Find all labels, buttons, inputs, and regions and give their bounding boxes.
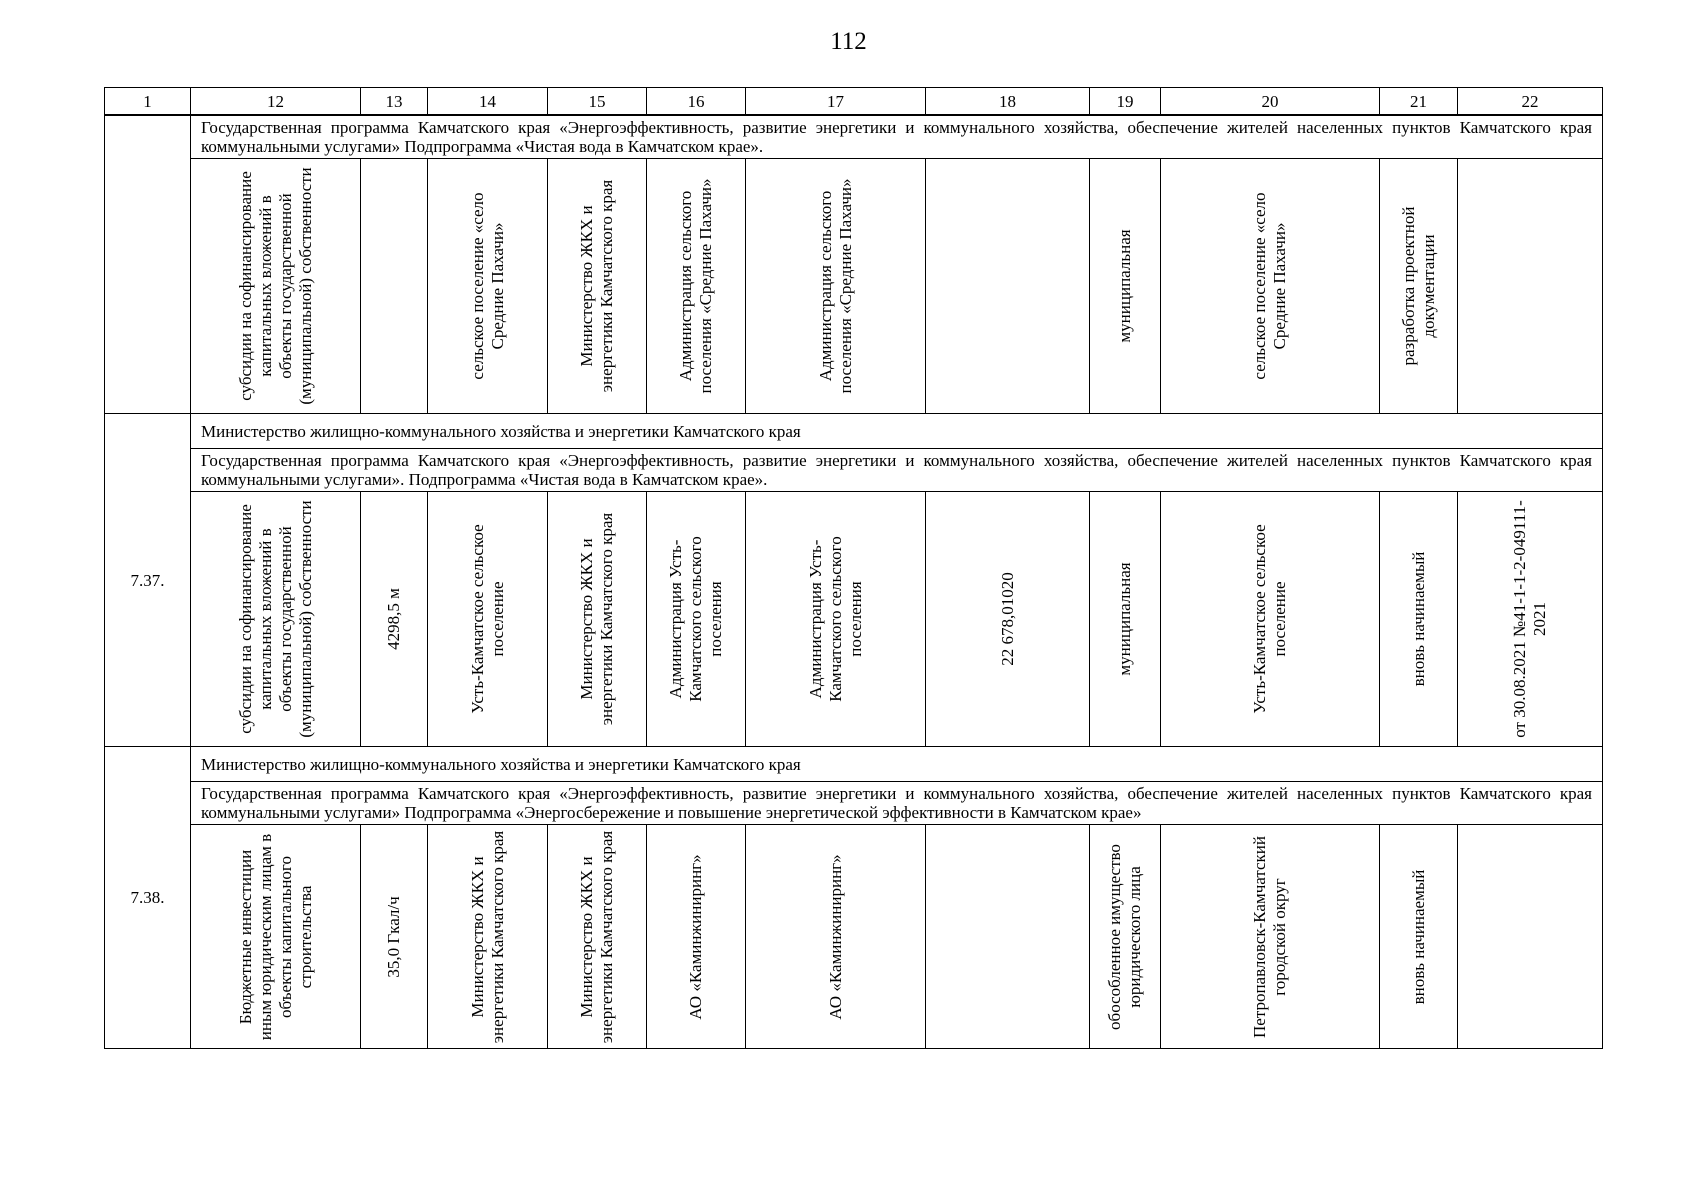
cell-col15: Министерство ЖКХ и энергетики Камчатского края (548, 159, 647, 414)
column-number: 18 (926, 88, 1090, 116)
column-number: 1 (105, 88, 191, 116)
cell-col12: субсидии на софинансирование капитальных вложений в объекты государственной (муниципальной) собственности (191, 492, 361, 747)
table-row (105, 492, 1603, 747)
program-row (105, 449, 1603, 492)
column-number: 13 (361, 88, 428, 116)
program-text: Государственная программа Камчатского края «Энергоэффективность, развитие энергетики и коммунального хозяйства, обеспечение жителей населенных пунктов Камчатского края коммунальными услугами». Подпрограмма «Чистая вода в Камчатском крае». (191, 449, 1603, 492)
table-row (105, 159, 1603, 414)
cell-col21: вновь начинаемый (1380, 492, 1458, 747)
cell-col18: 22 678,01020 (926, 492, 1090, 747)
cell-col16: АО «Каминжиниринг» (647, 825, 746, 1049)
column-number: 20 (1161, 88, 1380, 116)
program-text: Государственная программа Камчатского края «Энергоэффективность, развитие энергетики и коммунального хозяйства, обеспечение жителей населенных пунктов Камчатского края коммунальными услугами» Подпрограмма «Энергосбережение и повышение энергетической эффективности в Камчатском крае» (191, 782, 1603, 825)
cell-col15: Министерство ЖКХ и энергетики Камчатского края (548, 825, 647, 1049)
column-number: 14 (428, 88, 548, 116)
investment-table (104, 87, 1603, 1049)
cell-col16: Администрация сельского поселения «Средние Пахачи» (647, 159, 746, 414)
cell-col20: Усть-Камчатское сельское поселение (1161, 492, 1380, 747)
cell-col17: Администрация сельского поселения «Средние Пахачи» (746, 159, 926, 414)
column-number: 22 (1458, 88, 1603, 116)
column-number: 17 (746, 88, 926, 116)
column-number: 15 (548, 88, 647, 116)
cell-col15: Министерство ЖКХ и энергетики Камчатского края (548, 492, 647, 747)
column-number: 12 (191, 88, 361, 116)
page-number: 112 (830, 28, 867, 55)
ministry-text: Министерство жилищно-коммунального хозяйства и энергетики Камчатского края (191, 747, 1603, 782)
row-id: 7.38. (105, 747, 191, 1049)
cell-col13: 35,0 Гкал/ч (361, 825, 428, 1049)
cell-col16: Администрация Усть-Камчатского сельского поселения (647, 492, 746, 747)
cell-col22 (1458, 825, 1603, 1049)
cell-col18 (926, 159, 1090, 414)
cell-col22: от 30.08.2021 №41-1-1-2-049111-2021 (1458, 492, 1603, 747)
column-number: 16 (647, 88, 746, 116)
cell-col21: вновь начинаемый (1380, 825, 1458, 1049)
cell-col13 (361, 159, 428, 414)
cell-col14: Усть-Камчатское сельское поселение (428, 492, 548, 747)
ministry-row (105, 747, 1603, 782)
cell-col13: 4298,5 м (361, 492, 428, 747)
program-row (105, 782, 1603, 825)
cell-col14: Министерство ЖКХ и энергетики Камчатского края (428, 825, 548, 1049)
cell-col14: сельское поселение «село Средние Пахачи» (428, 159, 548, 414)
cell-col18 (926, 825, 1090, 1049)
column-numbers-row (105, 88, 1603, 116)
row-id (105, 115, 191, 414)
cell-col17: АО «Каминжиниринг» (746, 825, 926, 1049)
ministry-text: Министерство жилищно-коммунального хозяйства и энергетики Камчатского края (191, 414, 1603, 449)
cell-col20: Петропавловск-Камчатский городской округ (1161, 825, 1380, 1049)
column-number: 21 (1380, 88, 1458, 116)
program-row (105, 115, 1603, 159)
program-text: Государственная программа Камчатского края «Энергоэффективность, развитие энергетики и коммунального хозяйства, обеспечение жителей населенных пунктов Камчатского края коммунальными услугами» Подпрограмма «Чистая вода в Камчатском крае». (191, 115, 1603, 159)
cell-col19: муниципальная (1090, 159, 1161, 414)
cell-col22 (1458, 159, 1603, 414)
column-number: 19 (1090, 88, 1161, 116)
ministry-row (105, 414, 1603, 449)
cell-col19: муниципальная (1090, 492, 1161, 747)
cell-col19: обособленное имущество юридического лица (1090, 825, 1161, 1049)
cell-col12: субсидии на софинансирование капитальных вложений в объекты государственной (муниципальной) собственности (191, 159, 361, 414)
row-id: 7.37. (105, 414, 191, 747)
cell-col12: Бюджетные инвестиции иным юридическим лицам в объекты капитального строительства (191, 825, 361, 1049)
table-row (105, 825, 1603, 1049)
cell-col17: Администрация Усть-Камчатского сельского поселения (746, 492, 926, 747)
cell-col21: разработка проектной документации (1380, 159, 1458, 414)
cell-col20: сельское поселение «село Средние Пахачи» (1161, 159, 1380, 414)
